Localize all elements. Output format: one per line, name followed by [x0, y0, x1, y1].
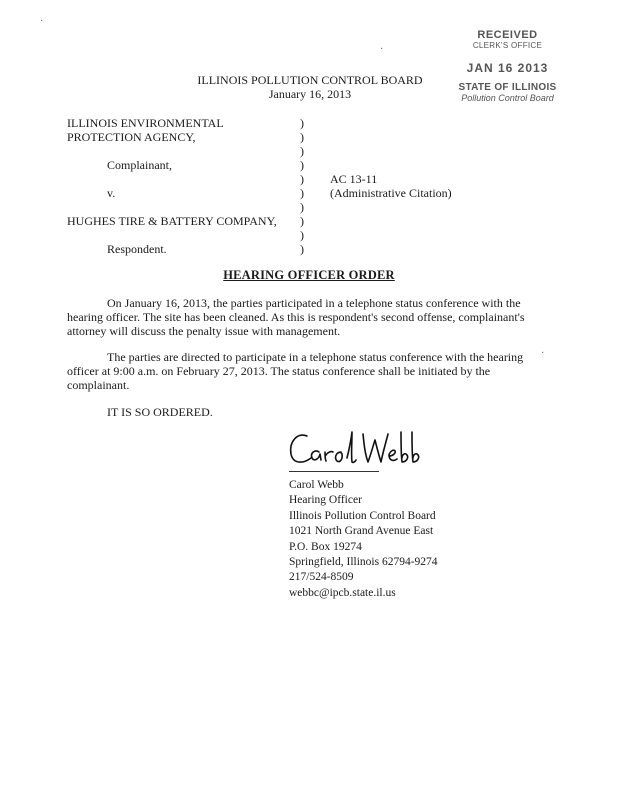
versus: v. — [107, 186, 116, 200]
address-line-1: 1021 North Grand Avenue East — [289, 525, 434, 538]
scan-speck: · — [380, 44, 384, 55]
scan-speck: · — [40, 16, 44, 27]
signer-agency: Illinois Pollution Control Board — [289, 509, 436, 522]
board-heading: ILLINOIS POLLUTION CONTROL BOARD — [197, 73, 423, 87]
case-type: (Administrative Citation) — [330, 186, 452, 200]
stamp-received: RECEIVED — [477, 29, 538, 41]
case-number: AC 13-11 — [330, 172, 378, 186]
paren: ) — [300, 242, 304, 256]
complainant-role: Complainant, — [107, 158, 172, 172]
phone-number: 217/524-8509 — [289, 571, 354, 584]
paragraph-text: The parties are directed to participate in a telephone status conference with the hearing officer at 9:00 a.m. on February 27, 2013. The status conference shall be initiated by the complainant. — [67, 350, 524, 393]
order-paragraph-2 — [67, 350, 555, 393]
scan-speck: · — [541, 348, 545, 359]
paren: ) — [300, 200, 304, 214]
paren: ) — [300, 186, 304, 200]
complainant-name-line1: ILLINOIS ENVIRONMENTAL — [67, 116, 224, 130]
respondent-role: Respondent. — [107, 242, 167, 256]
stamp-board: Pollution Control Board — [461, 93, 554, 103]
caption-parentheses — [300, 116, 304, 256]
paren: ) — [300, 172, 304, 186]
stamp-state: STATE OF ILLINOIS — [458, 82, 557, 93]
header-date: January 16, 2013 — [268, 87, 352, 101]
paren: ) — [300, 116, 304, 130]
signer-title: Hearing Officer — [289, 494, 362, 507]
paren: ) — [300, 158, 304, 172]
paren: ) — [300, 228, 304, 242]
signature-line — [289, 471, 379, 472]
stamp-date: JAN 16 2013 — [466, 61, 549, 75]
order-title: HEARING OFFICER ORDER — [223, 268, 395, 282]
signature-block — [289, 478, 438, 601]
paren: ) — [300, 144, 304, 158]
stamp-office: CLERK'S OFFICE — [472, 41, 543, 50]
respondent-name: HUGHES TIRE & BATTERY COMPANY, — [67, 214, 277, 228]
order-paragraph-1 — [67, 296, 555, 339]
paren: ) — [300, 130, 304, 144]
closing-statement: IT IS SO ORDERED. — [107, 405, 213, 419]
signer-name: Carol Webb — [289, 479, 344, 491]
email-address: webbc@ipcb.state.il.us — [289, 586, 396, 599]
paragraph-text: On January 16, 2013, the parties participated in a telephone status conference with the hearing officer. The site has been cleaned. As this is respondent's second offense, complainant's attorney will discuss the penalty issue with management. — [67, 296, 525, 339]
address-line-3: Springfield, Illinois 62794-9274 — [289, 556, 438, 569]
complainant-name-line2: PROTECTION AGENCY, — [67, 130, 196, 144]
paren: ) — [300, 214, 304, 228]
handwritten-signature — [285, 422, 425, 472]
address-line-2: P.O. Box 19274 — [289, 540, 362, 553]
